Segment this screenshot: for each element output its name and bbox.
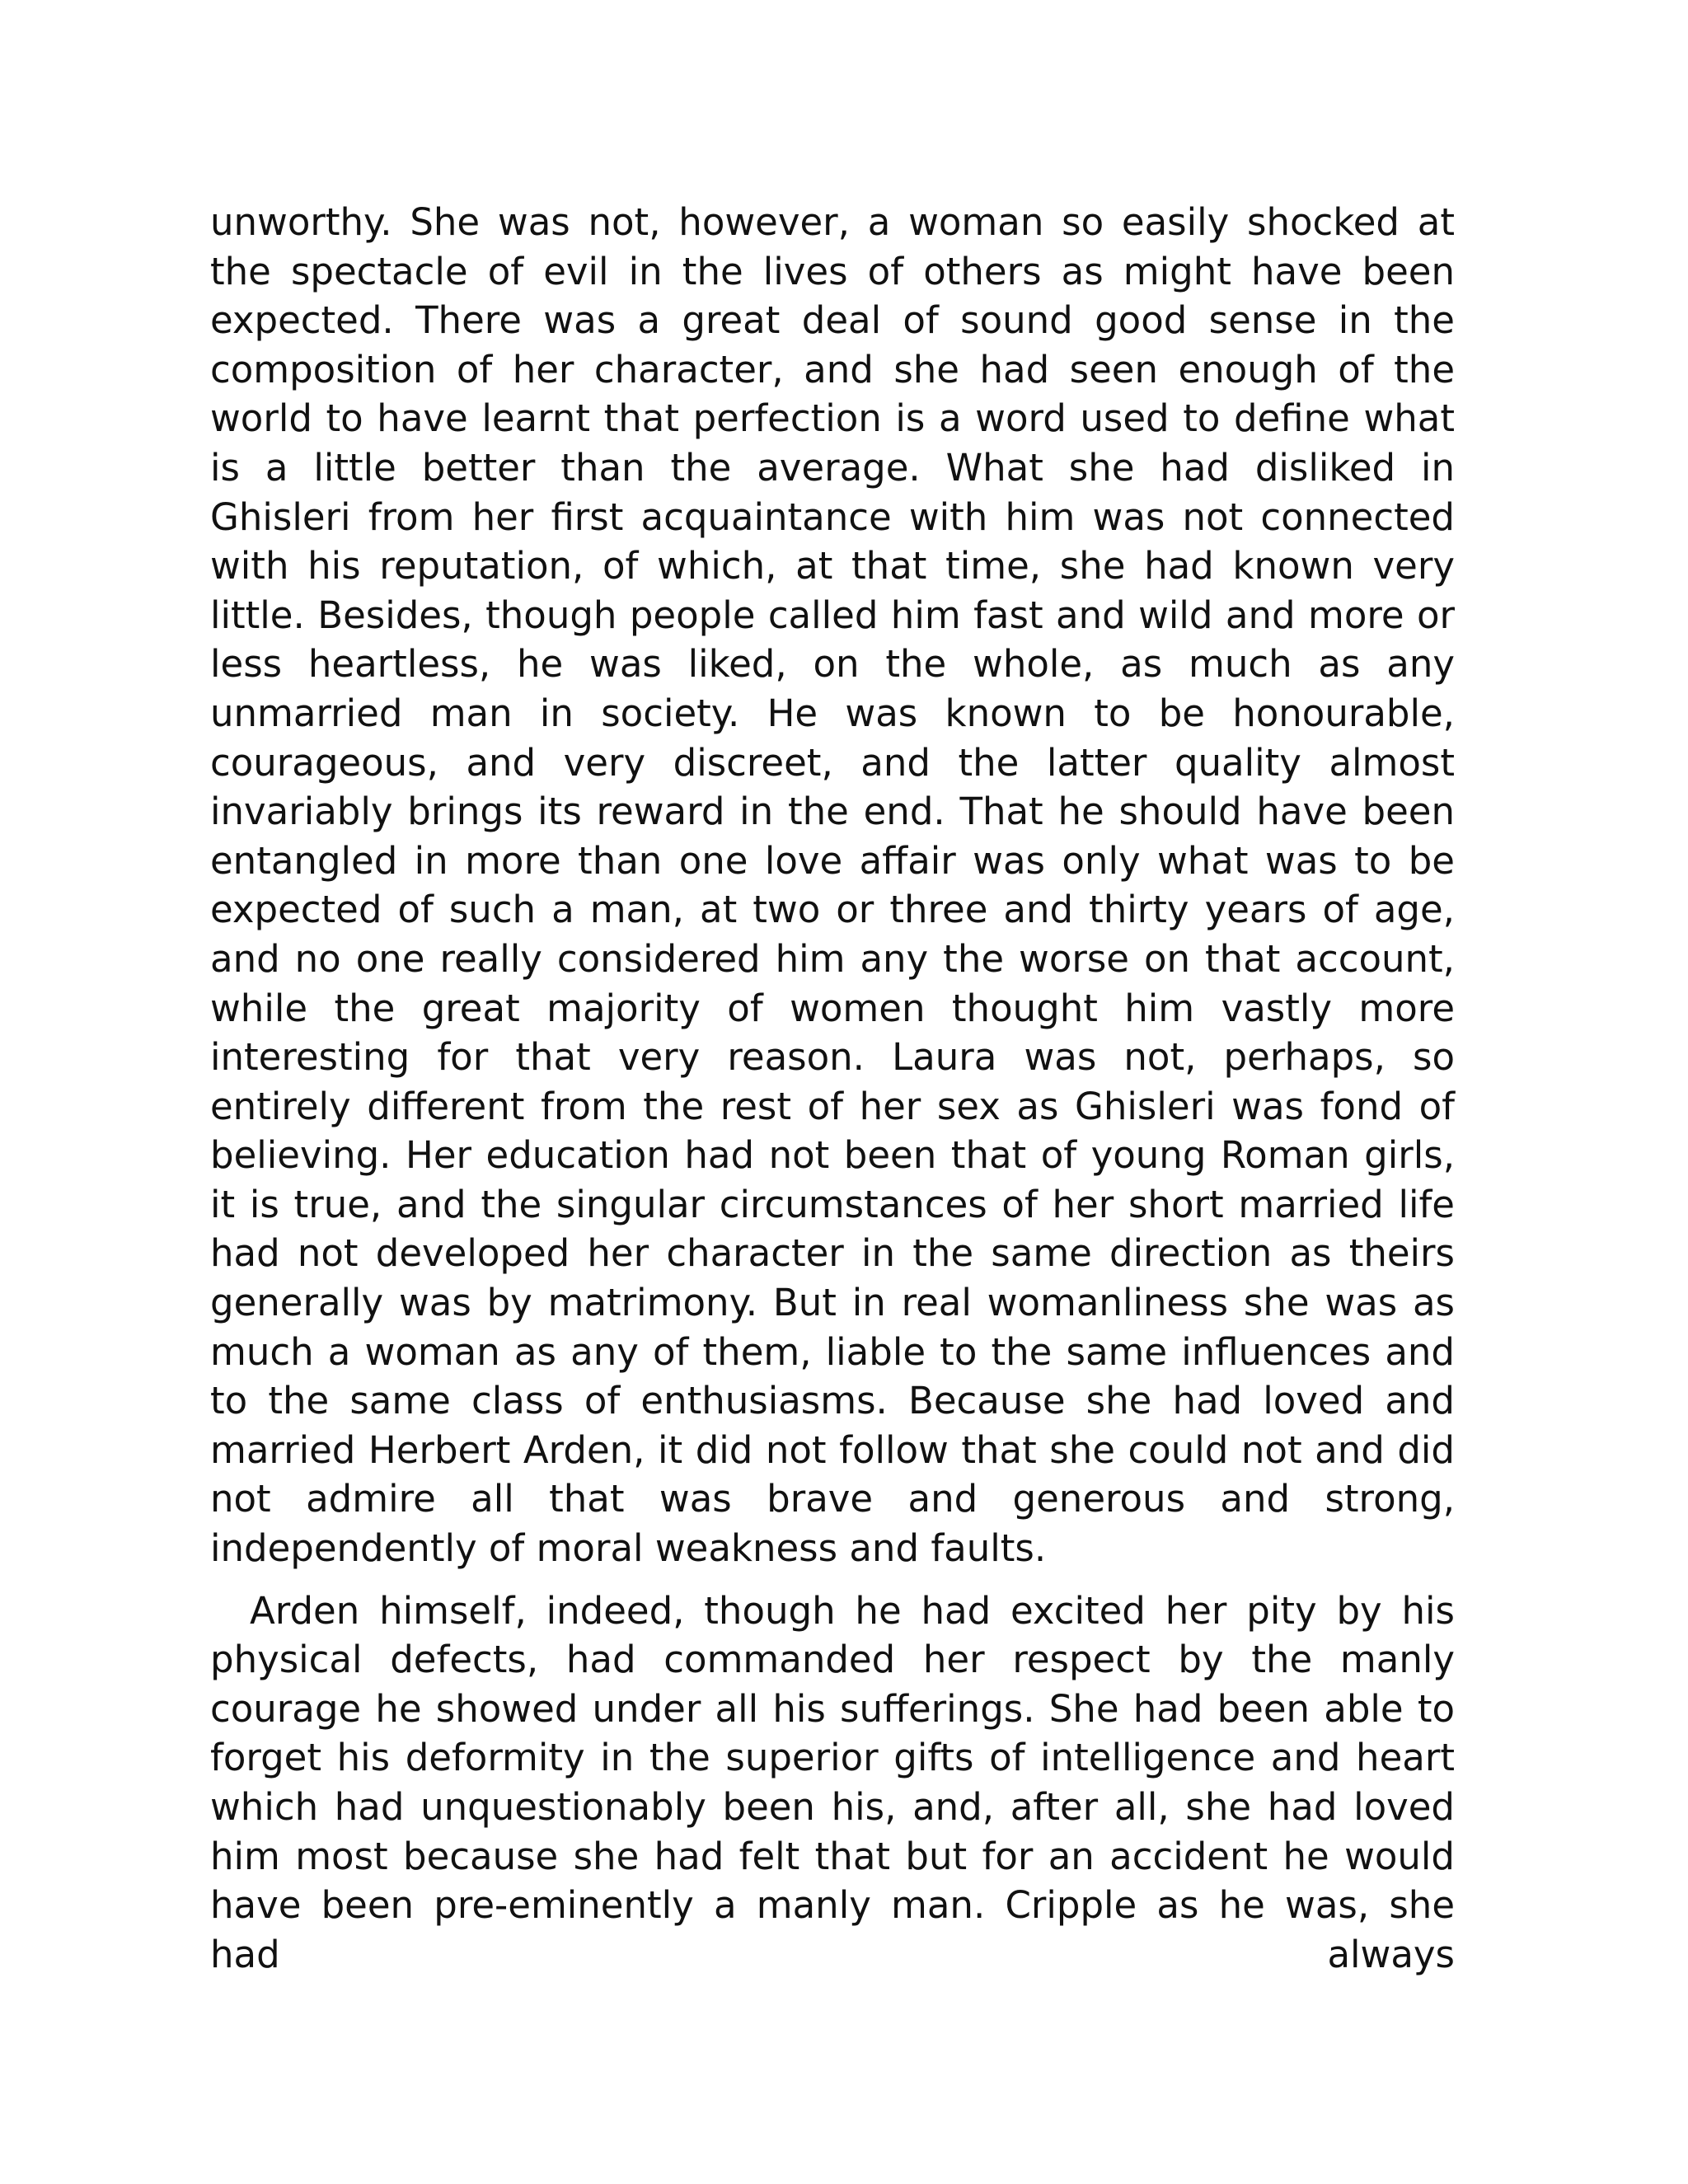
paragraph-2: Arden himself, indeed, though he had excited her pity by his physical defects, had commanded her respect by the manly courage he showed under all his sufferings. She had been able to forget his deformity in the superior gifts of intelligence and heart which had unquestionably been his, and, after all, she had loved him most because she had felt that but for an accident he would have been pre-eminently a manly man. Cripple as he was, she had always [210, 1588, 1455, 1976]
paragraph-1: unworthy. She was not, however, a woman so easily shocked at the spectacle of evil in the lives of others as might have been expected. There was a great deal of sound good sense in the composition of her character, and she had seen enough of the world to have learnt that perfection is a word used to define what is a little better than the average. What she had disliked in Ghisleri from her first acquaintance with him was not connected with his reputation, of which, at that time, she had known very little. Besides, though people called him fast and wild and more or less heartless, he was liked, on the whole, as much as any unmarried man in society. He was known to be honourable, courageous, and very discreet, and the latter quality almost invariably brings its reward in the end. That he should have been entangled in more than one love affair was only what was to be expected of such a man, at two or three and thirty years of age, and no one really considered him any the worse on that account, while the great majority of women thought him vastly more interesting for that very reason. Laura was not, perhaps, so entirely different from the rest of her sex as Ghisleri was fond of believing. Her education had not been that of young Roman girls, it is true, and the singular circumstances of her short married life had not developed her character in the same direction as theirs generally was by matrimony. But in real womanliness she was as much a woman as any of them, liable to the same influences and to the same class of enthusiasms. Because she had loved and married Herbert Arden, it did not follow that she could not and did not admire all that was brave and generous and strong, independently of moral weakness and faults. [210, 200, 1455, 1571]
page-body [210, 198, 1455, 1979]
